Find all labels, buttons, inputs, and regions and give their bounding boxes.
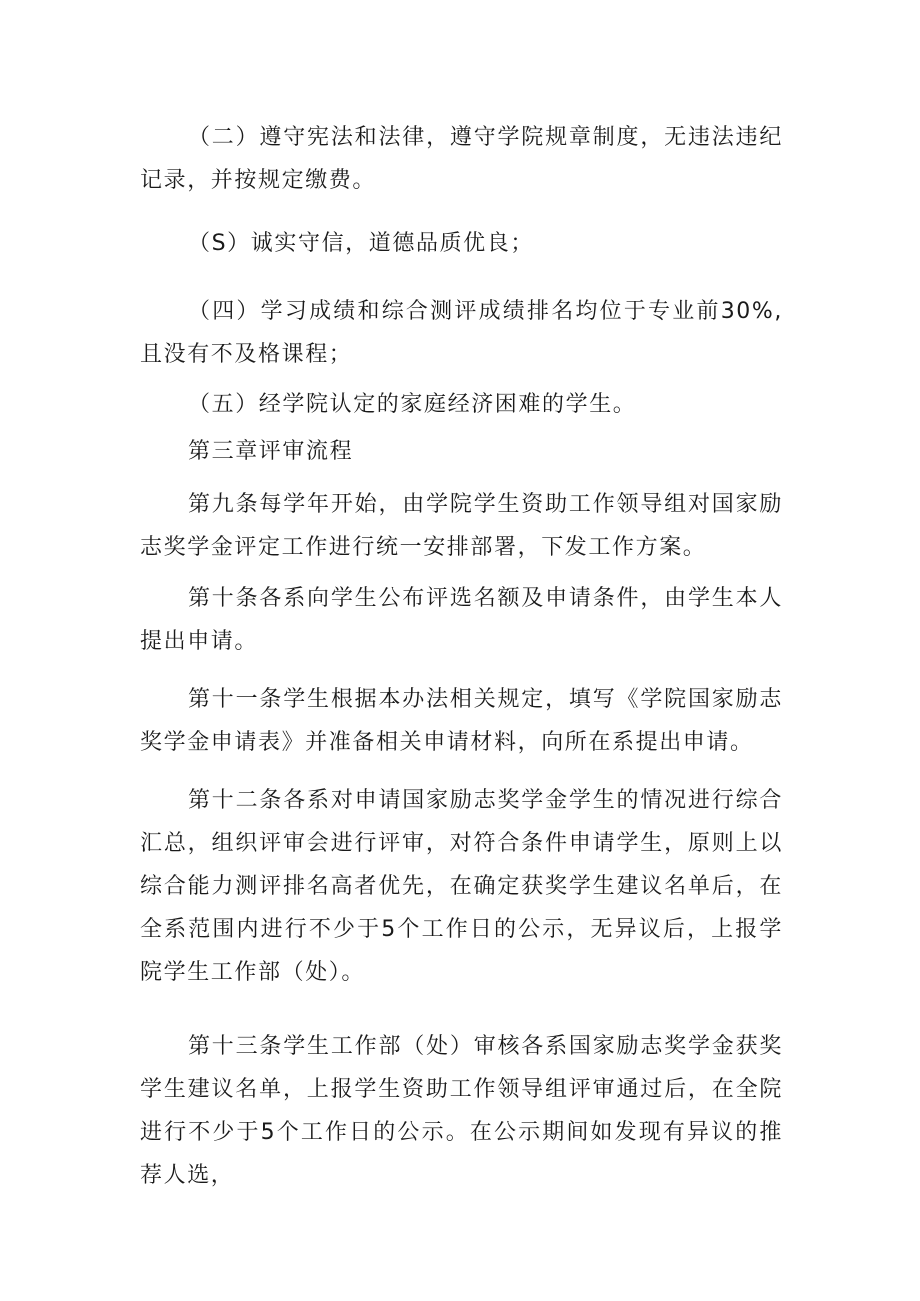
- paragraph-integrity: （S）诚实守信，道德品质优良；: [188, 231, 534, 256]
- chapter-heading: 第三章评审流程: [188, 439, 354, 464]
- paragraph-academic-ranking: （四）学习成绩和综合测评成绩排名均位于专业前30%,且没有不及格课程；: [140, 299, 783, 367]
- paragraph-financial-hardship: （五）经学院认定的家庭经济困难的学生。: [188, 392, 637, 417]
- paragraph-article-11: 第十一条学生根据本办法相关规定，填写《学院国家励志奖学金申请表》并准备相关申请材料，向所在系提出申请。: [140, 687, 783, 755]
- paragraph-article-12: 第十二条各系对申请国家励志奖学金学生的情况进行综合汇总，组织评审会进行评审，对符合条件申请学生，原则上以综合能力测评排名高者优先，在确定获奖学生建议名单后，在全系范围内进行不少于5个工作日的公示，无异议后，上报学院学生工作部（处）。: [140, 788, 783, 985]
- paragraph-article-10: 第十条各系向学生公布评选名额及申请条件，由学生本人提出申请。: [140, 586, 783, 654]
- paragraph-article-9: 第九条每学年开始，由学院学生资助工作领导组对国家励志奖学金评定工作进行统一安排部署，下发工作方案。: [140, 492, 783, 560]
- paragraph-conduct-law: （二）遵守宪法和法律，遵守学院规章制度，无违法违纪记录，并按规定缴费。: [140, 125, 783, 193]
- paragraph-article-13: 第十三条学生工作部（处）审核各系国家励志奖学金获奖学生建议名单，上报学生资助工作领导组评审通过后，在全院进行不少于5个工作日的公示。在公示期间如发现有异议的推荐人选，: [140, 1034, 783, 1188]
